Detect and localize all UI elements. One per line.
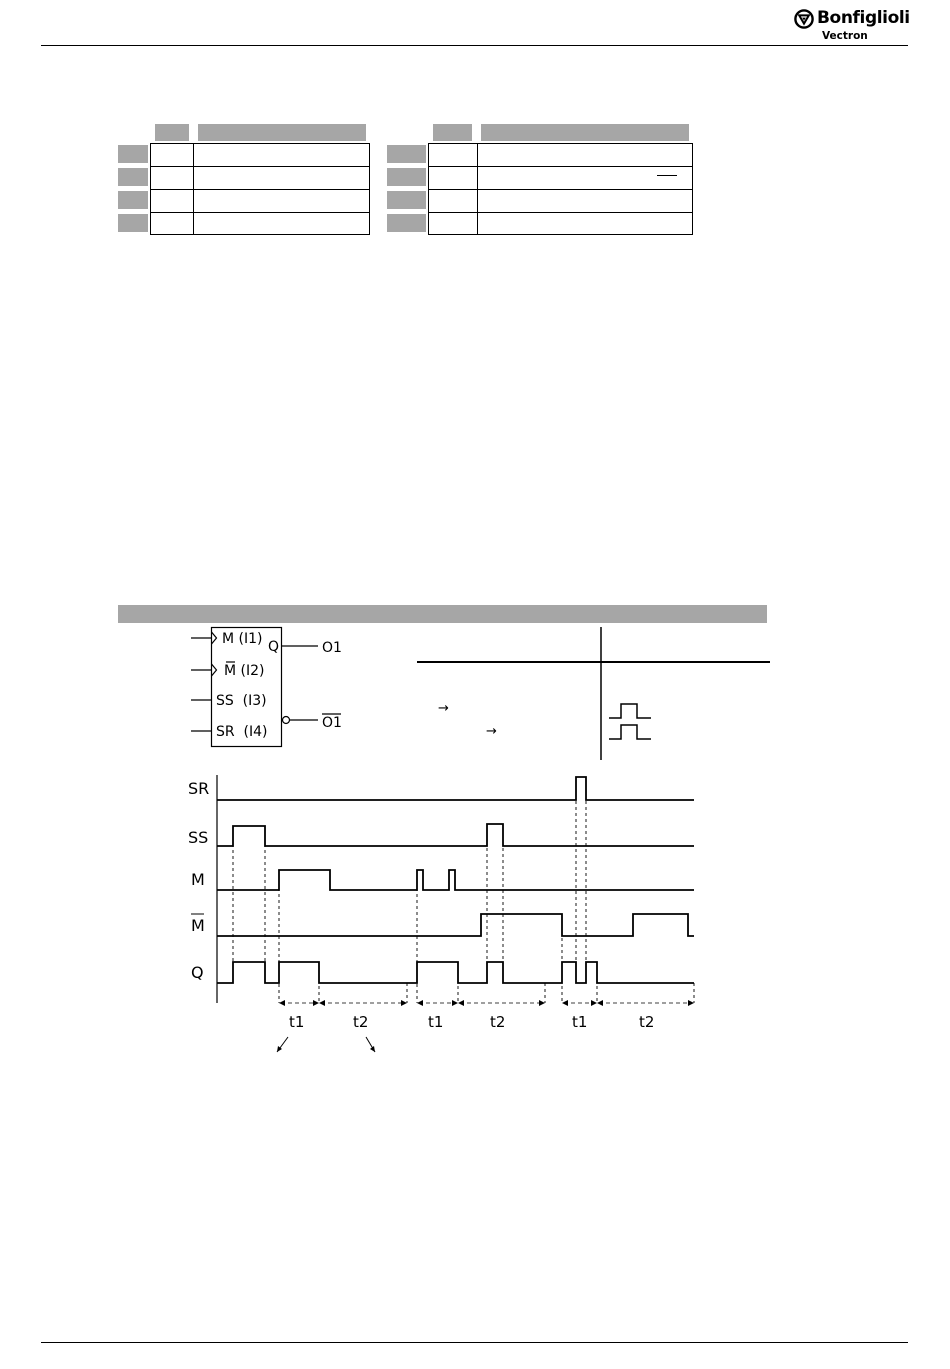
table-header-cell	[433, 124, 472, 141]
table-left	[118, 124, 370, 235]
clock-edge-icon	[212, 632, 217, 644]
signal-label: M	[191, 916, 205, 935]
interval-labels	[289, 1013, 654, 1031]
invert-bubble-icon	[283, 717, 290, 724]
table-row-label	[118, 214, 148, 232]
pulse-icon	[609, 725, 651, 739]
output-label: O1	[322, 640, 342, 656]
timing-diagram	[191, 775, 694, 1052]
logo-brand: Bonfiglioli	[817, 8, 910, 28]
table-header-cell	[198, 124, 366, 141]
q-label: Q	[268, 639, 280, 655]
table-header-cell	[155, 124, 189, 141]
interval-label: t1	[289, 1013, 305, 1031]
table-row-label	[387, 214, 426, 232]
logo-sub: Vectron	[822, 30, 868, 42]
signal-label: SR	[188, 779, 210, 798]
interval-label: t1	[428, 1013, 444, 1031]
function-table	[417, 627, 770, 760]
signal-label: Q	[191, 963, 204, 982]
section-bar	[118, 605, 767, 623]
interval-label: t2	[490, 1013, 506, 1031]
clock-edge-icon	[212, 664, 217, 676]
table-row-label	[387, 168, 426, 186]
input-label: SR (I4)	[216, 724, 268, 740]
table-row-label	[387, 145, 426, 163]
interval-label: t2	[639, 1013, 655, 1031]
pulse-icon	[609, 704, 651, 718]
table-row-label	[118, 191, 148, 209]
signal-labels	[188, 779, 209, 982]
table-row-label	[118, 168, 148, 186]
signal-ss-trace	[217, 824, 694, 846]
signal-q-trace	[217, 962, 694, 983]
interval-label: t1	[572, 1013, 588, 1031]
signal-label: M	[191, 870, 205, 889]
input-label: SS (I3)	[216, 693, 267, 709]
table-row-label	[387, 191, 426, 209]
table-row-label	[118, 145, 148, 163]
table-header-cell	[481, 124, 689, 141]
logic-block	[191, 628, 342, 747]
signal-sr-trace	[217, 777, 694, 800]
input-label: M (I2)	[224, 663, 265, 679]
signal-mbar-trace	[217, 914, 694, 936]
signal-m-trace	[217, 870, 694, 890]
arrow-glyph: →	[486, 724, 497, 739]
table-right	[387, 124, 693, 235]
interval-label: t2	[353, 1013, 369, 1031]
arrow-glyph: →	[438, 701, 449, 716]
signal-label: SS	[188, 828, 209, 847]
output-label: O1	[322, 715, 342, 731]
input-label: M (I1)	[222, 631, 263, 647]
